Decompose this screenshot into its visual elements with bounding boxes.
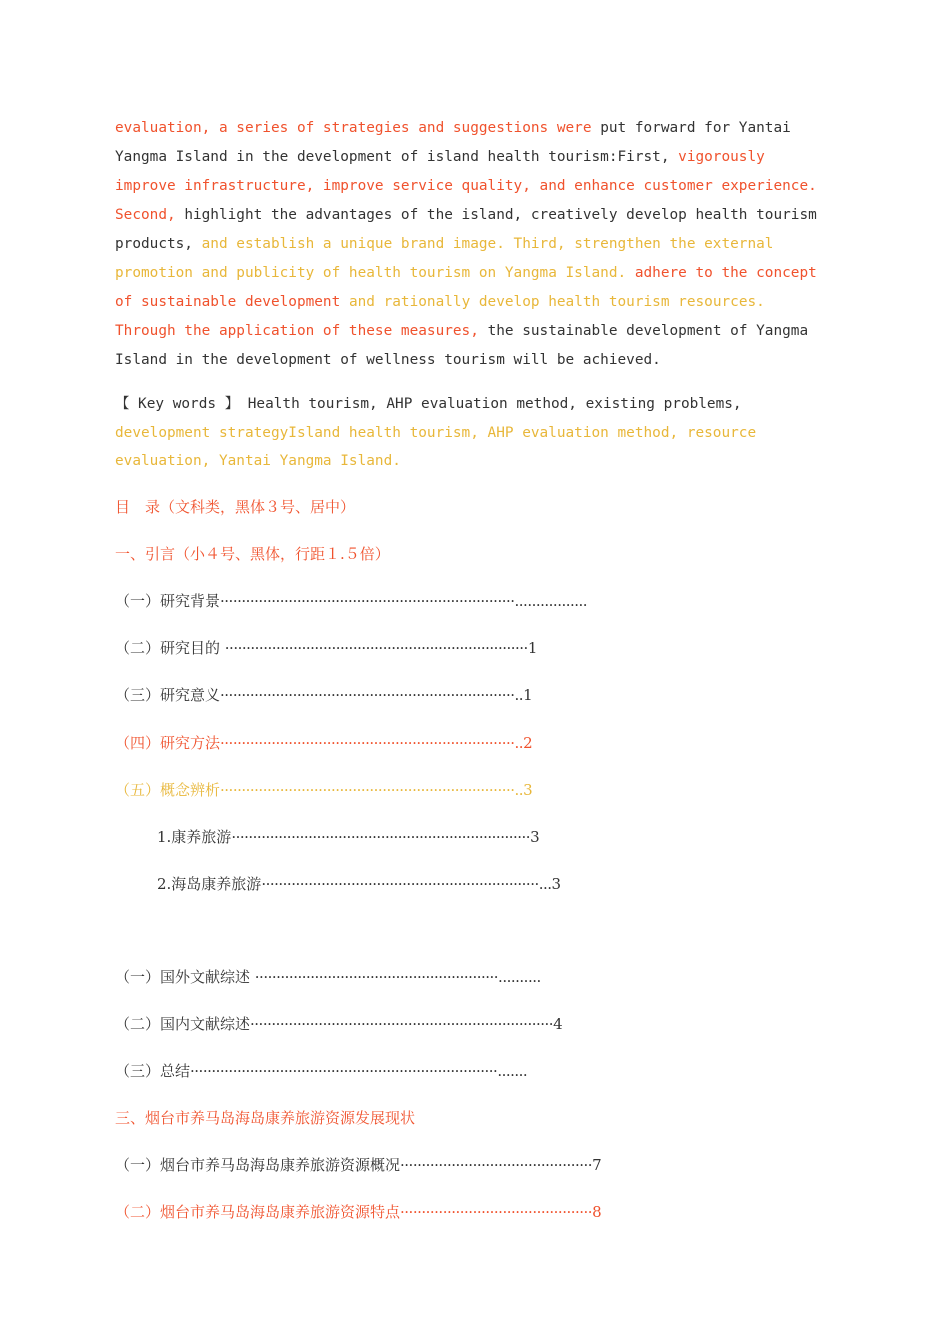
abstract-segment: the sustainable development of Yangma Island in the development of wellness tourism will be achieved. <box>115 323 809 368</box>
abstract-segment: Through the application of these measures, <box>115 323 488 339</box>
toc-page-number: 8 <box>592 1203 602 1221</box>
toc-entry[interactable] <box>115 684 533 706</box>
toc-entry[interactable] <box>115 496 355 518</box>
abstract-segment: adhere to the concept of sustainable development <box>115 265 817 310</box>
toc-dot-leader: ·····································································................. <box>220 592 588 610</box>
toc-page-number: 2 <box>523 734 533 752</box>
toc-entry-title: （二）国内文献综述 <box>115 1015 251 1033</box>
toc-page-number: 1 <box>527 639 538 657</box>
abstract-segment: and establish a unique brand image. Third, strengthen the external promotion and publicity of health tourism on Yangma Island. <box>115 236 774 281</box>
toc-entry-title: （三）总结 <box>115 1062 191 1080</box>
toc-entry-title: （一）研究背景 <box>115 592 221 610</box>
toc-page-number: 3 <box>551 875 562 893</box>
toc-entry-title: 三、烟台市养马岛海岛康养旅游资源发展现状 <box>115 1109 416 1127</box>
toc-entry-title: 一、引言（小４号、黑体，行距１.５倍） <box>115 545 390 563</box>
toc-entry-title: （二）烟台市养马岛海岛康养旅游资源特点 <box>115 1203 401 1221</box>
keywords-paragraph <box>115 390 833 476</box>
toc-entry-title: 目 录（文科类，黑体３号、居中） <box>115 498 356 516</box>
toc-entry-title: （四）研究方法 <box>115 734 221 752</box>
keywords-segment: 【 Key words 】 Health tourism, AHP evaluation method, existing problems, <box>115 396 742 412</box>
toc-dot-leader: ······································································· <box>250 1015 554 1033</box>
abstract-segment: vigorously improve infrastructure, improve service quality, and enhance customer experience. Second, <box>115 149 817 223</box>
toc-page-number: 3 <box>523 781 533 799</box>
toc-dot-leader: ············································· <box>400 1203 593 1221</box>
toc-dot-leader: ·························································.......... <box>254 968 541 986</box>
toc-entry-title: （一）烟台市养马岛海岛康养旅游资源概况 <box>115 1156 401 1174</box>
toc-dot-leader: ······································································ <box>231 828 531 846</box>
toc-entry[interactable] <box>115 590 587 612</box>
toc-entry[interactable] <box>115 637 537 659</box>
toc-entry-title: （二）研究目的 <box>115 639 225 657</box>
toc-entry[interactable] <box>115 1060 527 1082</box>
toc-dot-leader: ·····································································.. <box>220 781 524 799</box>
toc-entry[interactable] <box>115 1107 415 1129</box>
toc-dot-leader: ·································································... <box>261 875 552 893</box>
toc-dot-leader: ········································································....... <box>190 1062 528 1080</box>
toc-entry[interactable] <box>115 779 533 801</box>
toc-page-number: 3 <box>530 828 540 846</box>
abstract-segment: and rationally develop health tourism resources. <box>348 294 765 310</box>
toc-entry-title: 1.康养旅游 <box>157 828 232 846</box>
toc-entry[interactable] <box>115 966 541 988</box>
toc-entry[interactable] <box>115 732 533 754</box>
abstract-segment: put forward for Yantai Yangma Island in the development of island health tourism:First, <box>115 120 791 165</box>
toc-entry[interactable] <box>157 826 540 848</box>
toc-dot-leader: ·····································································.. <box>220 686 524 704</box>
toc-page-number: 7 <box>592 1156 602 1174</box>
toc-entry-title: （一）国外文献综述 <box>115 968 255 986</box>
toc-page-number: 1 <box>523 686 533 704</box>
toc-entry[interactable] <box>115 1201 602 1223</box>
toc-dot-leader: ······································································· <box>224 639 528 657</box>
abstract-segment: evaluation, a series of strategies and suggestions were <box>115 120 601 136</box>
toc-entry[interactable] <box>115 1154 602 1176</box>
toc-entry-title: （五）概念辨析 <box>115 781 221 799</box>
abstract-segment: highlight the advantages of the island, creatively develop health tourism products, <box>115 207 817 252</box>
toc-entry-title: 2.海岛康养旅游 <box>157 875 262 893</box>
toc-entry[interactable] <box>115 543 390 565</box>
toc-entry-title: （三）研究意义 <box>115 686 221 704</box>
toc-page-number: 4 <box>553 1015 563 1033</box>
keywords-segment: development strategyIsland health tourism, AHP evaluation method, resource evaluation, Yantai Yangma Island. <box>115 424 757 469</box>
toc-entry[interactable] <box>157 873 561 895</box>
toc-dot-leader: ············································· <box>400 1156 593 1174</box>
abstract-paragraph <box>115 114 833 375</box>
toc-entry[interactable] <box>115 1013 563 1035</box>
toc-dot-leader: ·····································································.. <box>220 734 524 752</box>
